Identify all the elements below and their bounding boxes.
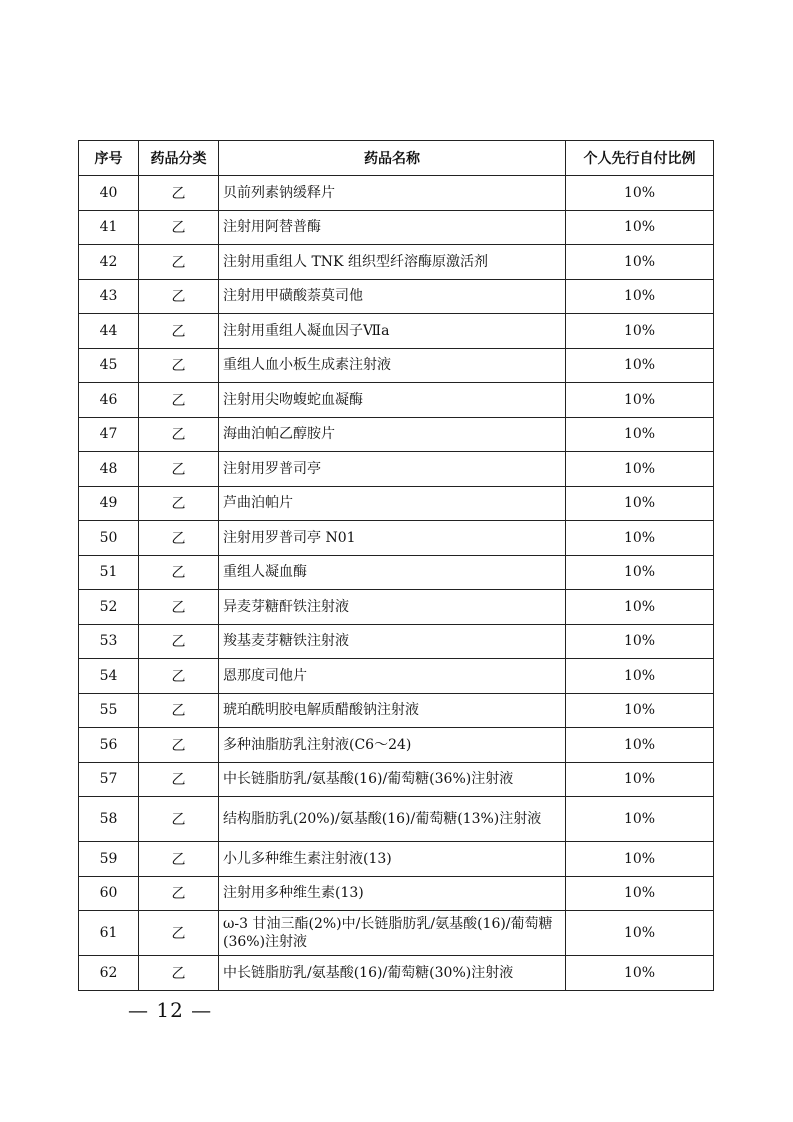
row-drug-name: 注射用尖吻蝮蛇血凝酶 (219, 383, 566, 418)
row-drug-name: 注射用多种维生素(13) (219, 876, 566, 911)
row-self-pay-ratio: 10% (566, 842, 714, 877)
row-index: 42 (79, 245, 139, 280)
row-drug-name: 恩那度司他片 (219, 659, 566, 694)
row-self-pay-ratio: 10% (566, 383, 714, 418)
row-category: 乙 (139, 956, 219, 991)
table-row (79, 659, 714, 694)
row-category: 乙 (139, 659, 219, 694)
row-self-pay-ratio: 10% (566, 210, 714, 245)
row-category: 乙 (139, 314, 219, 349)
row-category: 乙 (139, 279, 219, 314)
row-self-pay-ratio: 10% (566, 555, 714, 590)
table-row (79, 348, 714, 383)
table-row (79, 876, 714, 911)
row-index: 50 (79, 521, 139, 556)
row-self-pay-ratio: 10% (566, 728, 714, 763)
row-category: 乙 (139, 245, 219, 280)
row-self-pay-ratio: 10% (566, 624, 714, 659)
header-category: 药品分类 (139, 141, 219, 176)
row-category: 乙 (139, 797, 219, 842)
table-row (79, 383, 714, 418)
table-row (79, 762, 714, 797)
row-self-pay-ratio: 10% (566, 314, 714, 349)
row-index: 43 (79, 279, 139, 314)
row-category: 乙 (139, 521, 219, 556)
table-row (79, 797, 714, 842)
row-index: 55 (79, 693, 139, 728)
row-drug-name: 中长链脂肪乳/氨基酸(16)/葡萄糖(30%)注射液 (219, 956, 566, 991)
row-category: 乙 (139, 486, 219, 521)
row-drug-name: 贝前列素钠缓释片 (219, 176, 566, 211)
row-self-pay-ratio: 10% (566, 762, 714, 797)
row-index: 45 (79, 348, 139, 383)
row-index: 57 (79, 762, 139, 797)
row-drug-name: 注射用罗普司亭 N01 (219, 521, 566, 556)
row-drug-name: 重组人凝血酶 (219, 555, 566, 590)
table-row (79, 842, 714, 877)
row-index: 49 (79, 486, 139, 521)
row-drug-name: 注射用罗普司亭 (219, 452, 566, 487)
row-drug-name: 小儿多种维生素注射液(13) (219, 842, 566, 877)
row-index: 44 (79, 314, 139, 349)
row-index: 53 (79, 624, 139, 659)
row-category: 乙 (139, 911, 219, 956)
row-category: 乙 (139, 728, 219, 763)
header-index: 序号 (79, 141, 139, 176)
row-self-pay-ratio: 10% (566, 797, 714, 842)
row-category: 乙 (139, 624, 219, 659)
table-row (79, 486, 714, 521)
row-category: 乙 (139, 348, 219, 383)
table-row (79, 210, 714, 245)
table-row (79, 176, 714, 211)
row-drug-name: 羧基麦芽糖铁注射液 (219, 624, 566, 659)
table-row (79, 624, 714, 659)
table-row (79, 521, 714, 556)
row-drug-name: 重组人血小板生成素注射液 (219, 348, 566, 383)
row-index: 40 (79, 176, 139, 211)
row-self-pay-ratio: 10% (566, 911, 714, 956)
header-drug-name: 药品名称 (219, 141, 566, 176)
row-drug-name: 芦曲泊帕片 (219, 486, 566, 521)
row-index: 46 (79, 383, 139, 418)
row-category: 乙 (139, 876, 219, 911)
row-self-pay-ratio: 10% (566, 452, 714, 487)
row-drug-name: 注射用重组人凝血因子Ⅶa (219, 314, 566, 349)
table-row (79, 314, 714, 349)
table-row (79, 956, 714, 991)
table-row (79, 555, 714, 590)
row-category: 乙 (139, 176, 219, 211)
table-row (79, 279, 714, 314)
row-index: 41 (79, 210, 139, 245)
table-row (79, 452, 714, 487)
row-self-pay-ratio: 10% (566, 590, 714, 625)
row-drug-name: 结构脂肪乳(20%)/氨基酸(16)/葡萄糖(13%)注射液 (219, 797, 566, 842)
table-row (79, 728, 714, 763)
header-self-pay-ratio: 个人先行自付比例 (566, 141, 714, 176)
row-index: 59 (79, 842, 139, 877)
row-category: 乙 (139, 693, 219, 728)
row-category: 乙 (139, 555, 219, 590)
row-drug-name: ω-3 甘油三酯(2%)中/长链脂肪乳/氨基酸(16)/葡萄糖(36%)注射液 (219, 911, 566, 956)
row-drug-name: 注射用甲磺酸萘莫司他 (219, 279, 566, 314)
row-index: 51 (79, 555, 139, 590)
row-index: 48 (79, 452, 139, 487)
row-index: 47 (79, 417, 139, 452)
row-category: 乙 (139, 762, 219, 797)
row-drug-name: 多种油脂肪乳注射液(C6～24) (219, 728, 566, 763)
table-row (79, 417, 714, 452)
row-index: 56 (79, 728, 139, 763)
row-self-pay-ratio: 10% (566, 956, 714, 991)
row-category: 乙 (139, 842, 219, 877)
row-index: 60 (79, 876, 139, 911)
row-self-pay-ratio: 10% (566, 176, 714, 211)
row-index: 61 (79, 911, 139, 956)
row-index: 58 (79, 797, 139, 842)
row-index: 62 (79, 956, 139, 991)
row-drug-name: 中长链脂肪乳/氨基酸(16)/葡萄糖(36%)注射液 (219, 762, 566, 797)
row-self-pay-ratio: 10% (566, 693, 714, 728)
row-self-pay-ratio: 10% (566, 659, 714, 694)
row-drug-name: 注射用重组人 TNK 组织型纤溶酶原激活剂 (219, 245, 566, 280)
row-self-pay-ratio: 10% (566, 279, 714, 314)
table-row (79, 693, 714, 728)
table-row (79, 590, 714, 625)
row-drug-name: 海曲泊帕乙醇胺片 (219, 417, 566, 452)
table-header-row (79, 141, 714, 176)
row-category: 乙 (139, 417, 219, 452)
table-row (79, 245, 714, 280)
row-category: 乙 (139, 452, 219, 487)
row-category: 乙 (139, 210, 219, 245)
table-body (79, 176, 714, 991)
row-drug-name: 注射用阿替普酶 (219, 210, 566, 245)
row-self-pay-ratio: 10% (566, 521, 714, 556)
row-category: 乙 (139, 383, 219, 418)
table-row (79, 911, 714, 956)
row-self-pay-ratio: 10% (566, 486, 714, 521)
page-number: — 12 — (128, 998, 213, 1022)
row-self-pay-ratio: 10% (566, 417, 714, 452)
row-self-pay-ratio: 10% (566, 876, 714, 911)
row-drug-name: 琥珀酰明胶电解质醋酸钠注射液 (219, 693, 566, 728)
row-category: 乙 (139, 590, 219, 625)
row-self-pay-ratio: 10% (566, 348, 714, 383)
row-drug-name: 异麦芽糖酐铁注射液 (219, 590, 566, 625)
drug-table (78, 140, 714, 991)
row-self-pay-ratio: 10% (566, 245, 714, 280)
row-index: 52 (79, 590, 139, 625)
row-index: 54 (79, 659, 139, 694)
